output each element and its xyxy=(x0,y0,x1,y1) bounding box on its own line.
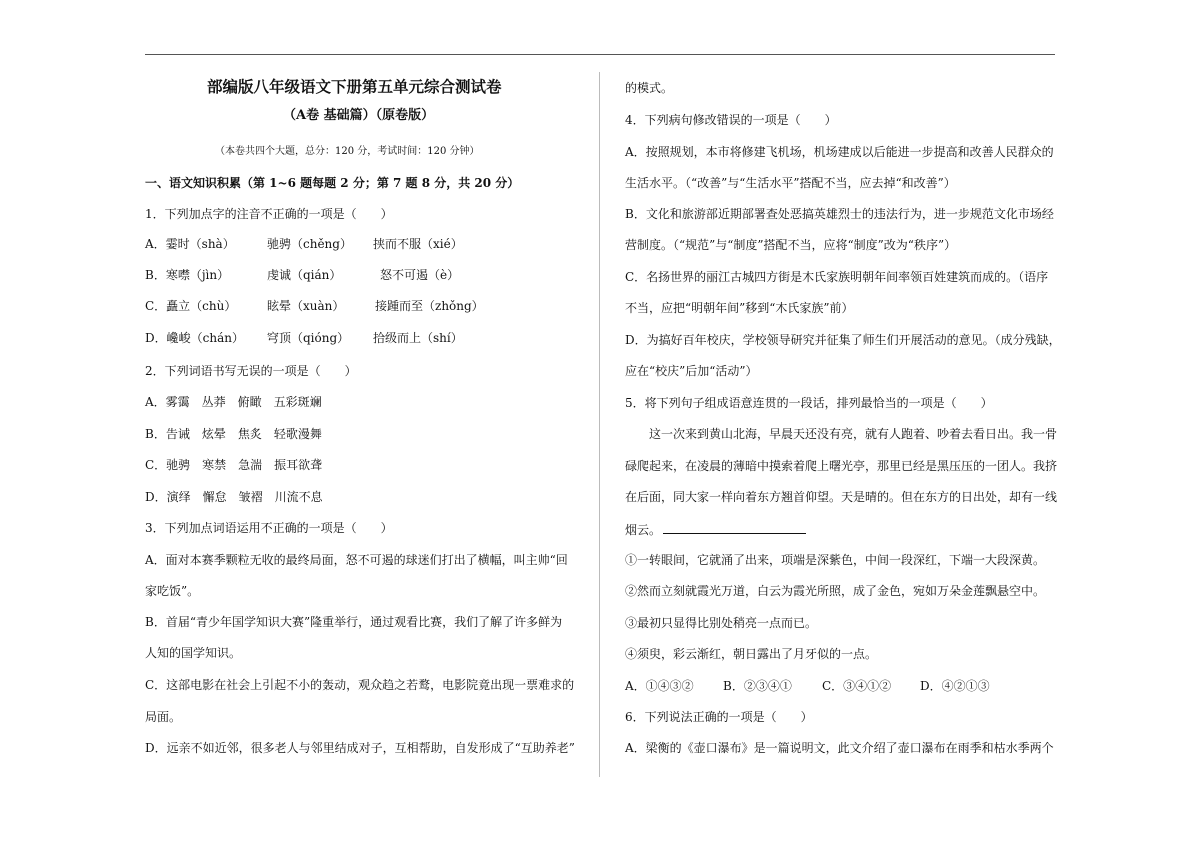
question-3-stem: 3．下列加点词语运用不正确的一项是（ ） xyxy=(145,521,393,535)
option-cell: B．②③④① xyxy=(723,679,792,693)
option-cell: 接踵而至（zhǒng） xyxy=(375,299,484,313)
question-2-stem: 2．下列词语书写无误的一项是（ ） xyxy=(145,364,357,378)
option-cell: 挟而不服（xié） xyxy=(373,237,463,251)
question-4-line: 应在“校庆”后加“活动”） xyxy=(625,364,758,378)
passage-text: 烟云。 xyxy=(625,523,662,537)
question-6-line: A．梁衡的《壶口瀑布》是一篇说明文，此文介绍了壶口瀑布在雨季和枯水季两个 xyxy=(625,741,1054,755)
question-5-item: ④须臾，彩云渐红，朝日露出了月牙似的一点。 xyxy=(625,647,878,661)
question-5-item: ②然而立刻就霞光万道，白云为霞光所照，成了金色，宛如万朵金莲飘悬空中。 xyxy=(625,584,1046,598)
question-3-line: C．这部电影在社会上引起不小的轰动，观众趋之若鹜，电影院竟出现一票难求的 xyxy=(145,678,575,692)
question-6-stem: 6．下列说法正确的一项是（ ） xyxy=(625,710,813,724)
option-cell: B．寒噤（jìn） xyxy=(145,268,230,282)
question-4-line: A．按照规划，本市将修建飞机场，机场建成以后能进一步提高和改善人民群众的 xyxy=(625,145,1054,159)
option-cell: 驰骋（chěng） xyxy=(267,237,352,251)
question-3-line: 局面。 xyxy=(145,710,182,724)
option-cell: D．④②①③ xyxy=(920,679,990,693)
question-5-passage: 这一次来到黄山北海，早晨天还没有亮，就有人跑着、吵着去看日出。我一骨 xyxy=(625,427,1058,441)
option-cell: 怒不可遏（è） xyxy=(380,268,460,282)
question-3-line: 人知的国学知识。 xyxy=(145,646,242,660)
question-4-line: B．文化和旅游部近期部署查处恶搞英雄烈士的违法行为，进一步规范文化市场经 xyxy=(625,207,1054,221)
option-cell: C．矗立（chù） xyxy=(145,299,237,313)
option-cell: A．①④③② xyxy=(625,679,694,693)
question-4-line: 不当，应把“明朝年间”移到“木氏家族”前） xyxy=(625,301,854,315)
question-3-line: A．面对本赛季颗粒无收的最终局面，怒不可遏的球迷们打出了横幅，叫主帅“回 xyxy=(145,553,568,567)
question-3-line: D．远亲不如近邻，很多老人与邻里结成对子，互相帮助，自发形成了“互助养老” xyxy=(145,741,575,755)
question-5-item: ③最初只显得比别处稍亮一点而已。 xyxy=(625,616,818,630)
page-title: 部编版八年级语文下册第五单元综合测试卷 xyxy=(207,77,502,96)
question-4-line: C．名扬世界的丽江古城四方街是木氏家族明朝年间率领百姓建筑而成的。（语序 xyxy=(625,270,1049,284)
option-cell: 眩晕（xuàn） xyxy=(267,299,345,313)
option-cell: D．巉峻（chán） xyxy=(145,331,244,345)
header-rule xyxy=(145,54,1055,55)
option-cell: 拾级而上（shí） xyxy=(373,331,463,345)
question-5-passage: 碌爬起来，在凌晨的薄暗中摸索着爬上曙光亭，那里已经是黑压压的一团人。我挤 xyxy=(625,459,1058,473)
question-5-stem: 5．将下列句子组成语意连贯的一段话，排列最恰当的一项是（ ） xyxy=(625,396,993,410)
question-4-line: 营制度。（“规范”与“制度”搭配不当，应将“制度”改为“秩序”） xyxy=(625,238,957,252)
option-cell: 虔诚（qián） xyxy=(267,268,342,282)
question-5-passage-end xyxy=(625,521,806,537)
question-5-passage: 在后面，同大家一样向着东方翘首仰望。天是晴的。但在东方的日出处，却有一线 xyxy=(625,490,1058,504)
question-1-stem: 1．下列加点字的注音不正确的一项是（ ） xyxy=(145,207,393,221)
answer-blank xyxy=(663,521,806,534)
question-5-item: ①一转眼间，它就涌了出来，项端是深紫色，中间一段深红，下端一大段深黄。 xyxy=(625,553,1046,567)
exam-note: （本卷共四个大题，总分：120 分，考试时间：120 分钟） xyxy=(215,146,480,157)
option-cell: C．③④①② xyxy=(822,679,892,693)
option-cell: 穹顶（qióng） xyxy=(267,331,350,345)
continuation-text: 的模式。 xyxy=(625,81,674,95)
question-3-line: B．首届“青少年国学知识大赛”隆重举行，通过观看比赛，我们了解了许多鲜为 xyxy=(145,615,563,629)
page-subtitle: （A卷 基础篇）（原卷版） xyxy=(283,108,435,123)
column-divider xyxy=(599,72,600,777)
section-heading: 一、语文知识积累（第 1~6 题每题 2 分；第 7 题 8 分，共 20 分） xyxy=(145,176,520,190)
question-2-option-c: C．驰骋 寒禁 急湍 振耳欲聋 xyxy=(145,458,323,472)
question-4-stem: 4．下列病句修改错误的一项是（ ） xyxy=(625,113,837,127)
question-4-line: 生活水平。（“改善”与“生活水平”搭配不当，应去掉“和改善”） xyxy=(625,176,956,190)
question-2-option-b: B．告诫 炫晕 焦炙 轻歌漫舞 xyxy=(145,427,322,441)
question-3-line: 家吃饭”。 xyxy=(145,584,200,598)
option-cell: A．霎时（shà） xyxy=(145,237,235,251)
question-2-option-a: A．雾霭 丛莽 俯瞰 五彩斑斓 xyxy=(145,395,322,409)
question-2-option-d: D．演绎 懈怠 皱褶 川流不息 xyxy=(145,490,323,504)
question-4-line: D．为搞好百年校庆，学校领导研究并征集了师生们开展活动的意见。（成分残缺， xyxy=(625,333,1061,347)
